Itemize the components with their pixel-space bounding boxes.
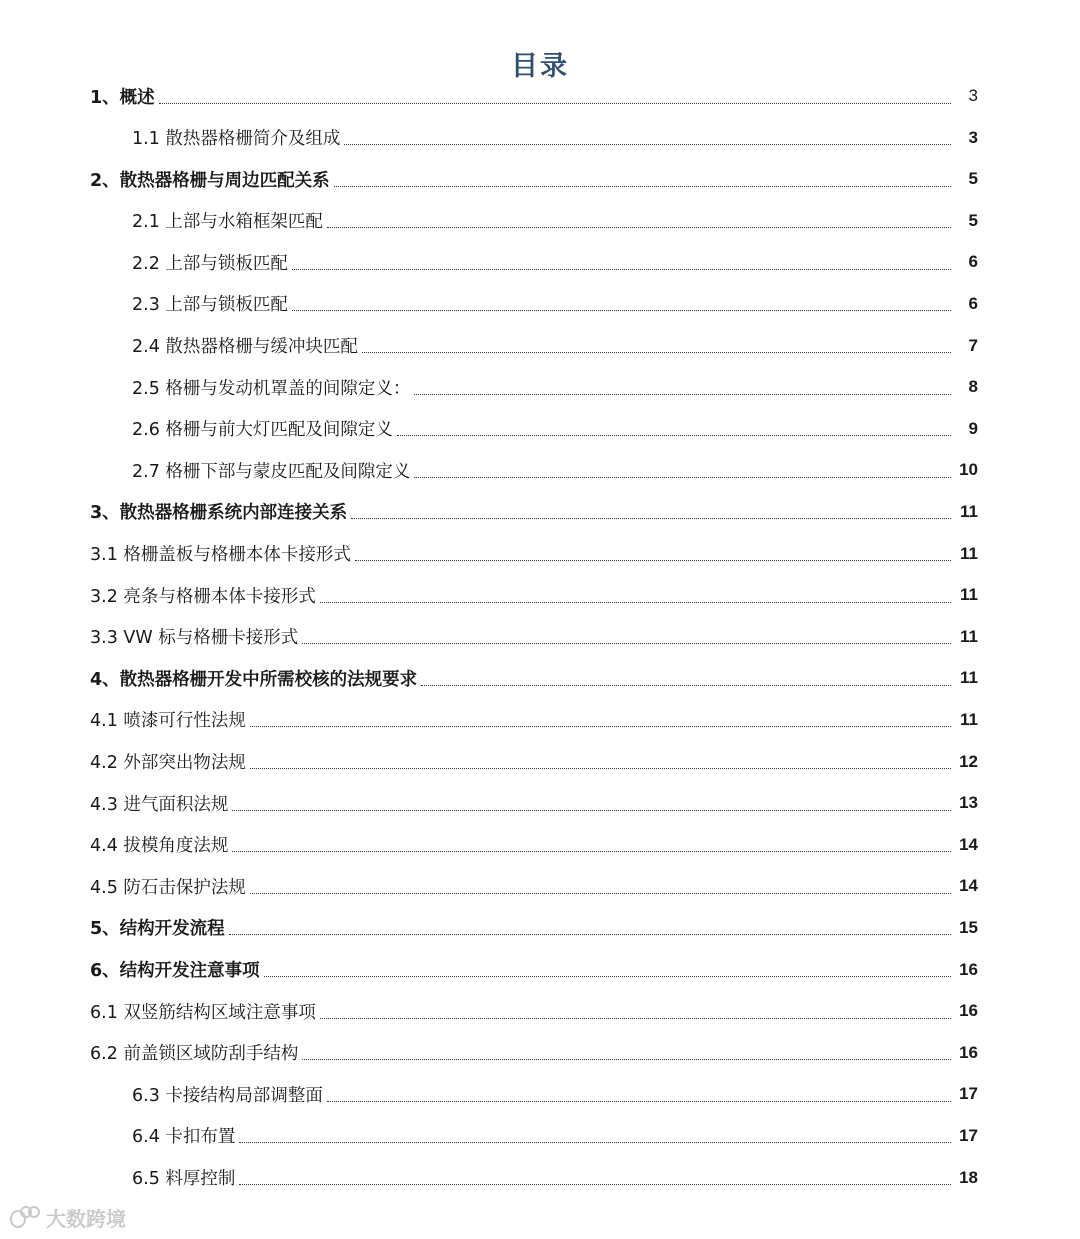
toc-entry[interactable] bbox=[0, 658, 1080, 700]
toc-entry-page: 6 bbox=[968, 252, 978, 272]
toc-entry-page: 13 bbox=[959, 793, 978, 813]
toc-entry-label: 6.2 前盖锁区域防刮手结构 bbox=[90, 1044, 299, 1065]
toc-dot-leader bbox=[159, 103, 951, 104]
toc-entry-page: 11 bbox=[960, 626, 978, 646]
toc-entry-label: 5、结构开发流程 bbox=[90, 919, 225, 940]
toc-entry-label: 3.1 格栅盖板与格栅本体卡接形式 bbox=[90, 545, 351, 566]
toc-dot-leader bbox=[327, 227, 951, 228]
toc-entry-label: 3.3 VW 标与格栅卡接形式 bbox=[90, 628, 299, 649]
toc-entry-page: 11 bbox=[960, 585, 978, 605]
toc-entry-label: 3.2 亮条与格栅本体卡接形式 bbox=[90, 586, 316, 607]
toc-entry[interactable] bbox=[0, 907, 1080, 949]
toc-entry-page: 11 bbox=[960, 668, 978, 688]
toc-dot-leader bbox=[302, 643, 951, 644]
toc-entry[interactable] bbox=[0, 283, 1080, 325]
toc-entry-page: 5 bbox=[968, 210, 978, 230]
toc-entry[interactable] bbox=[0, 325, 1080, 367]
toc-entry-label: 4.3 进气面积法规 bbox=[90, 794, 229, 815]
toc-entry-label: 1.1 散热器格栅简介及组成 bbox=[132, 129, 341, 150]
toc-entry[interactable] bbox=[0, 574, 1080, 616]
toc-entry[interactable] bbox=[0, 949, 1080, 991]
toc-entry[interactable] bbox=[0, 533, 1080, 575]
toc-entry-page: 17 bbox=[959, 1084, 978, 1104]
toc-entry[interactable] bbox=[0, 699, 1080, 741]
toc-dot-leader bbox=[292, 310, 951, 311]
toc-entry-label: 6.5 料厚控制 bbox=[132, 1169, 236, 1190]
toc-entry-page: 7 bbox=[968, 335, 978, 355]
toc-entry-label: 2、散热器格栅与周边匹配关系 bbox=[90, 170, 330, 191]
toc-entry-page: 3 bbox=[968, 127, 978, 147]
toc-entry-label: 2.2 上部与锁板匹配 bbox=[132, 253, 288, 274]
watermark-text: 大数跨境 bbox=[46, 1207, 126, 1231]
toc-entry[interactable] bbox=[0, 491, 1080, 533]
toc-entry-page: 16 bbox=[959, 1001, 978, 1021]
toc-entry-page: 11 bbox=[960, 709, 978, 729]
toc-dot-leader bbox=[250, 726, 951, 727]
toc-entry-label: 1、概述 bbox=[90, 87, 155, 108]
toc-dot-leader bbox=[397, 435, 951, 436]
toc-entry-page: 6 bbox=[968, 293, 978, 313]
toc-entry[interactable] bbox=[0, 408, 1080, 450]
toc-entry[interactable] bbox=[0, 866, 1080, 908]
toc-entry-label: 2.7 格栅下部与蒙皮匹配及间隙定义 bbox=[132, 461, 411, 482]
toc-entry-label: 4.2 外部突出物法规 bbox=[90, 753, 246, 774]
toc-dot-leader bbox=[250, 768, 951, 769]
toc-entry-label: 4.5 防石击保护法规 bbox=[90, 877, 246, 898]
toc-dot-leader bbox=[320, 602, 951, 603]
toc-dot-leader bbox=[334, 186, 951, 187]
toc-entry[interactable] bbox=[0, 200, 1080, 242]
toc-entry[interactable] bbox=[0, 616, 1080, 658]
toc-entry[interactable] bbox=[0, 117, 1080, 159]
toc-entry-page: 9 bbox=[968, 418, 978, 438]
toc-entry-page: 8 bbox=[968, 377, 978, 397]
toc-entry-page: 11 bbox=[960, 501, 978, 521]
toc-entry-page: 16 bbox=[959, 959, 978, 979]
toc-entry[interactable] bbox=[0, 824, 1080, 866]
toc-dot-leader bbox=[229, 934, 951, 935]
toc-entry-label: 6.3 卡接结构局部调整面 bbox=[132, 1085, 323, 1106]
toc-entry[interactable] bbox=[0, 741, 1080, 783]
toc-dot-leader bbox=[351, 518, 951, 519]
toc-entry-page: 12 bbox=[959, 751, 978, 771]
toc-dot-leader bbox=[327, 1101, 951, 1102]
toc-entry[interactable] bbox=[0, 990, 1080, 1032]
toc-entry-label: 6、结构开发注意事项 bbox=[90, 961, 260, 982]
toc-entry-page: 18 bbox=[959, 1167, 978, 1187]
toc-dot-leader bbox=[421, 685, 951, 686]
toc-entry-label: 4.4 拔模角度法规 bbox=[90, 836, 229, 857]
toc-dot-leader bbox=[292, 269, 951, 270]
toc-entry[interactable] bbox=[0, 782, 1080, 824]
toc-entry-label: 4.1 喷漆可行性法规 bbox=[90, 711, 246, 732]
toc-dot-leader bbox=[414, 477, 951, 478]
toc-entry-page: 14 bbox=[959, 834, 978, 854]
toc-dot-leader bbox=[239, 1184, 951, 1185]
toc-entry-page: 17 bbox=[959, 1125, 978, 1145]
toc-entry[interactable] bbox=[0, 1032, 1080, 1074]
page-title: 目录 bbox=[511, 51, 569, 82]
toc-dot-leader bbox=[320, 1018, 951, 1019]
toc-entry[interactable] bbox=[0, 75, 1080, 117]
toc-dot-leader bbox=[355, 560, 951, 561]
toc-entry[interactable] bbox=[0, 1074, 1080, 1116]
toc-dot-leader bbox=[414, 394, 951, 395]
toc-entry-label: 2.6 格栅与前大灯匹配及间隙定义 bbox=[132, 420, 393, 441]
toc-entry[interactable] bbox=[0, 1157, 1080, 1199]
toc-entry[interactable] bbox=[0, 242, 1080, 284]
toc-dot-leader bbox=[362, 352, 951, 353]
toc-entry[interactable] bbox=[0, 158, 1080, 200]
toc-entry-page: 11 bbox=[960, 543, 978, 563]
toc-entry[interactable] bbox=[0, 1115, 1080, 1157]
toc-dot-leader bbox=[239, 1142, 951, 1143]
toc-entry-label: 2.3 上部与锁板匹配 bbox=[132, 295, 288, 316]
logo-icon bbox=[10, 1206, 40, 1230]
toc-entry-label: 2.5 格栅与发动机罩盖的间隙定义： bbox=[132, 378, 411, 399]
toc-entry-label: 2.1 上部与水箱框架匹配 bbox=[132, 212, 323, 233]
toc-entry[interactable] bbox=[0, 366, 1080, 408]
toc-dot-leader bbox=[302, 1059, 951, 1060]
toc-entry-page: 15 bbox=[959, 917, 978, 937]
watermark bbox=[10, 1203, 126, 1232]
toc-dot-leader bbox=[264, 976, 951, 977]
toc-entry-label: 3、散热器格栅系统内部连接关系 bbox=[90, 503, 348, 524]
toc-dot-leader bbox=[344, 144, 951, 145]
toc-entry-page: 10 bbox=[959, 460, 978, 480]
toc-entry-label: 4、散热器格栅开发中所需校核的法规要求 bbox=[90, 669, 418, 690]
toc-dot-leader bbox=[232, 851, 951, 852]
toc-entry[interactable] bbox=[0, 450, 1080, 492]
toc-entry-page: 16 bbox=[959, 1042, 978, 1062]
toc-dot-leader bbox=[232, 810, 951, 811]
toc-entry-label: 6.1 双竖筋结构区域注意事项 bbox=[90, 1002, 316, 1023]
toc-dot-leader bbox=[250, 893, 951, 894]
toc-entry-page: 5 bbox=[968, 169, 978, 189]
toc-entry-page: 3 bbox=[968, 86, 978, 105]
toc-entry-page: 14 bbox=[959, 876, 978, 896]
toc-entry-label: 2.4 散热器格栅与缓冲块匹配 bbox=[132, 337, 358, 358]
toc-entry-label: 6.4 卡扣布置 bbox=[132, 1127, 236, 1148]
